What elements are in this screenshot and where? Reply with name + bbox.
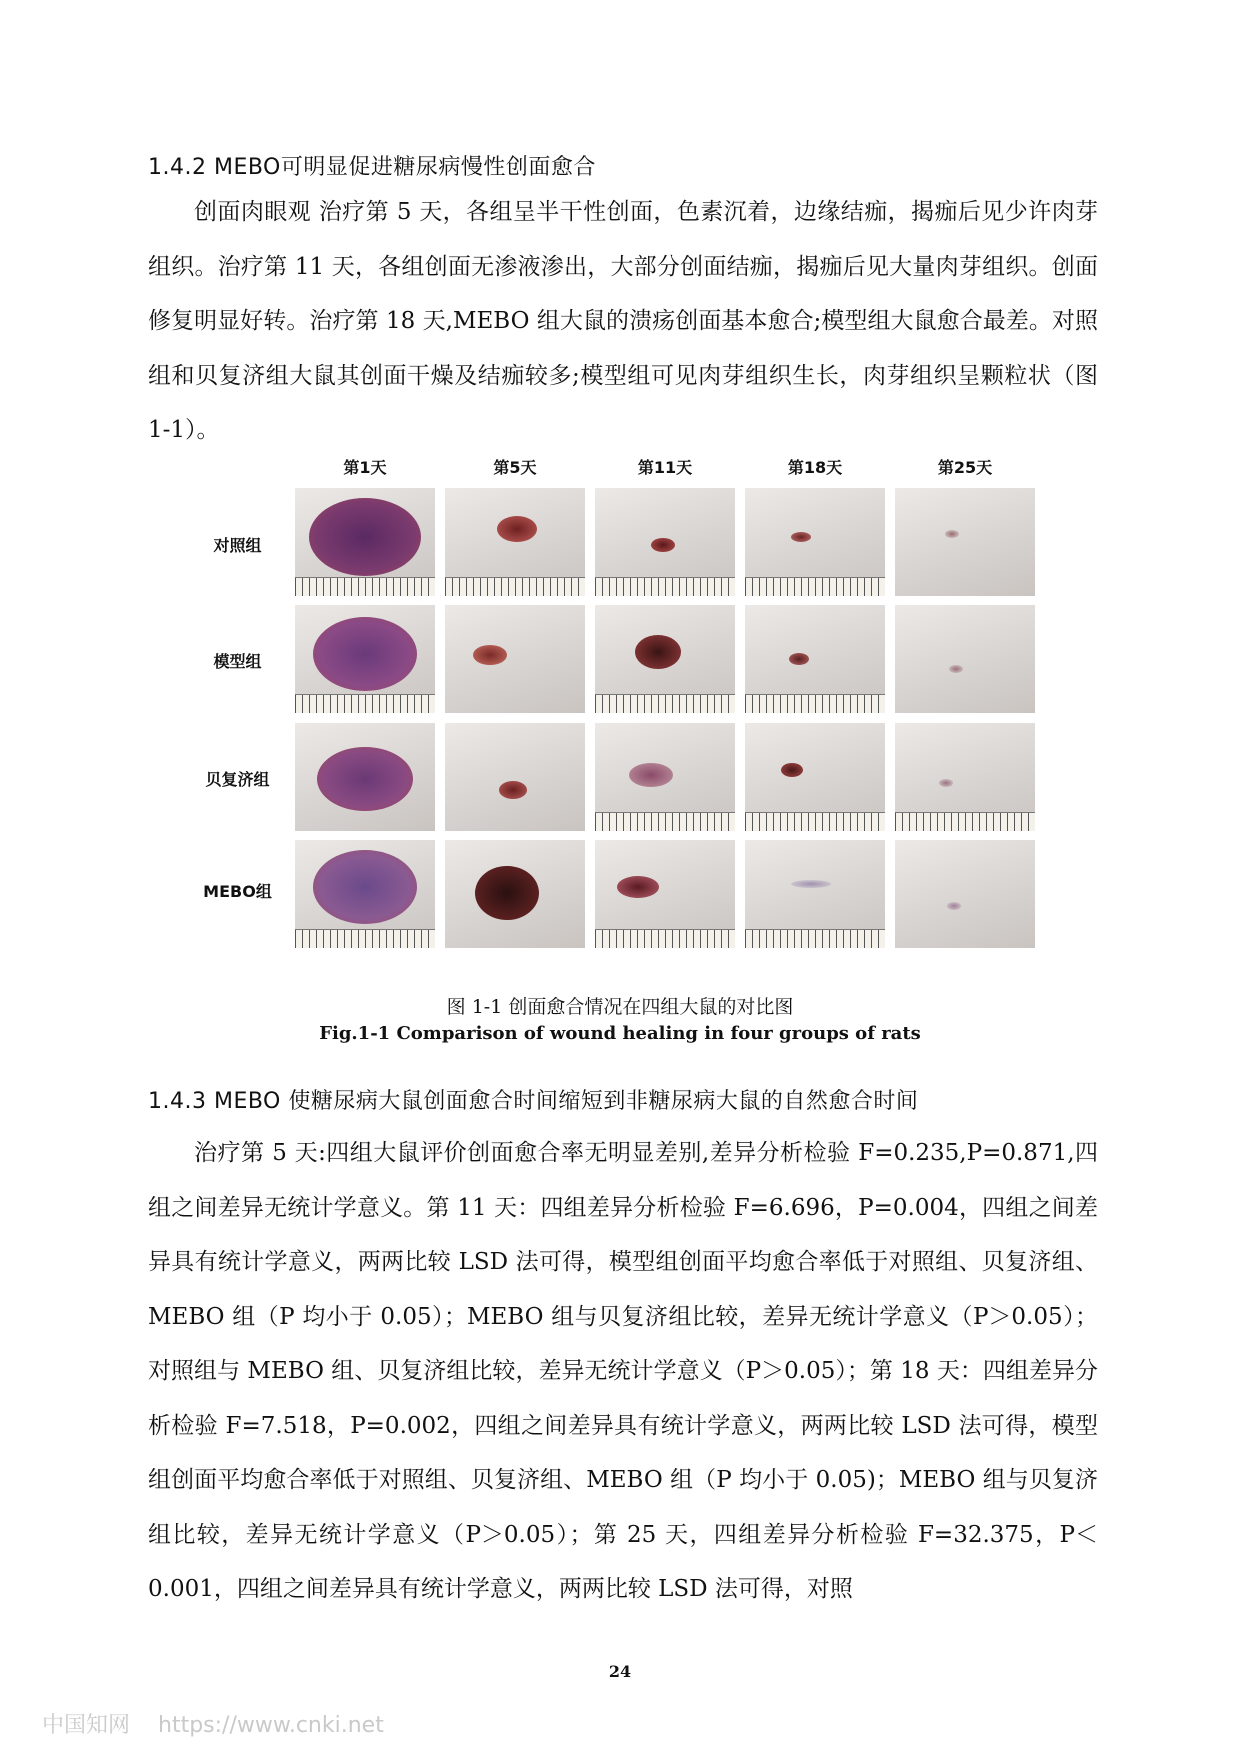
wound-photo-control-day5 (445, 488, 585, 596)
section-heading-1-4-2: 1.4.2 MEBO可明显促进糖尿病慢性创面愈合 (148, 155, 596, 180)
row-label-mebo: MEBO组 (203, 882, 272, 901)
wound-photo-model-day25 (895, 605, 1035, 713)
column-label-day18: 第18天 (787, 458, 843, 477)
section-heading-1-4-3: 1.4.3 MEBO 使糖尿病大鼠创面愈合时间缩短到非糖尿病大鼠的自然愈合时间 (148, 1089, 919, 1114)
wound-photo-model-day1 (295, 605, 435, 713)
row-label-beifuji: 贝复济组 (205, 770, 270, 789)
wound-photo-mebo-day11 (595, 840, 735, 948)
watermark (42, 1708, 384, 1739)
wound-photo-model-day11 (595, 605, 735, 713)
watermark-site: 中国知网 (42, 1713, 131, 1738)
wound-photo-beifuji-day18 (745, 723, 885, 831)
figure-caption-chinese: 图 1-1 创面愈合情况在四组大鼠的对比图 (446, 996, 794, 1018)
row-label-control: 对照组 (213, 536, 262, 555)
column-label-day1: 第1天 (343, 458, 387, 477)
wound-photo-control-day11 (595, 488, 735, 596)
wound-photo-model-day18 (745, 605, 885, 713)
figure-wound-healing-grid (190, 455, 1050, 965)
wound-photo-mebo-day5 (445, 840, 585, 948)
wound-photo-control-day18 (745, 488, 885, 596)
wound-photo-beifuji-day11 (595, 723, 735, 831)
section-paragraph-1-4-3 (148, 1126, 1098, 1617)
watermark-url: https://www.cnki.net (158, 1713, 384, 1738)
wound-photo-mebo-day25 (895, 840, 1035, 948)
wound-photo-control-day1 (295, 488, 435, 596)
column-label-day11: 第11天 (637, 458, 693, 477)
page-number: 24 (608, 1662, 632, 1681)
section-paragraph-1-4-2 (148, 185, 1098, 458)
column-label-day25: 第25天 (937, 458, 993, 477)
wound-photo-model-day5 (445, 605, 585, 713)
wound-photo-beifuji-day5 (445, 723, 585, 831)
row-label-model: 模型组 (213, 652, 262, 671)
wound-photo-mebo-day1 (295, 840, 435, 948)
paragraph-text: 治疗第 5 天:四组大鼠评价创面愈合率无明显差别,差异分析检验 F=0.235,P=0.871,四组之间差异无统计学意义。第 11 天：四组差异分析检验 F=6.696，P=0.004，四组之间差异具有统计学意义，两两比较 LSD 法可得，模型组创面平均愈合率低于对照组、贝复济组、MEBO 组（P 均小于 0.05）；MEBO 组与贝复济组比较，差异无统计学意义（P＞0.05）；对照组与 MEBO 组、贝复济组比较，差异无统计学意义（P＞0.05）；第 18 天：四组差异分析检验 F=7.518，P=0.002，四组之间差异具有统计学意义，两两比较 LSD 法可得，模型组创面平均愈合率低于对照组、贝复济组、MEBO 组（P 均小于 0.05)；MEBO 组与贝复济组比较，差异无统计学意义（P＞0.05）；第 25 天，四组差异分析检验 F=32.375，P＜0.001，四组之间差异具有统计学意义，两两比较 LSD 法可得，对照 (148, 1140, 1098, 1602)
wound-photo-beifuji-day25 (895, 723, 1035, 831)
figure-caption-english: Fig.1-1 Comparison of wound healing in four groups of rats (319, 1023, 921, 1044)
wound-photo-mebo-day18 (745, 840, 885, 948)
wound-photo-beifuji-day1 (295, 723, 435, 831)
column-label-day5: 第5天 (493, 458, 537, 477)
wound-photo-control-day25 (895, 488, 1035, 596)
paragraph-text: 创面肉眼观 治疗第 5 天，各组呈半干性创面，色素沉着，边缘结痂，揭痂后见少许肉芽组织。治疗第 11 天，各组创面无渗液渗出，大部分创面结痂，揭痂后见大量肉芽组织。创面修复明显好转。治疗第 18 天,MEBO 组大鼠的溃疡创面基本愈合;模型组大鼠愈合最差。对照组和贝复济组大鼠其创面干燥及结痂较多;模型组可见肉芽组织生长，肉芽组织呈颗粒状（图 1-1）。 (148, 199, 1098, 443)
